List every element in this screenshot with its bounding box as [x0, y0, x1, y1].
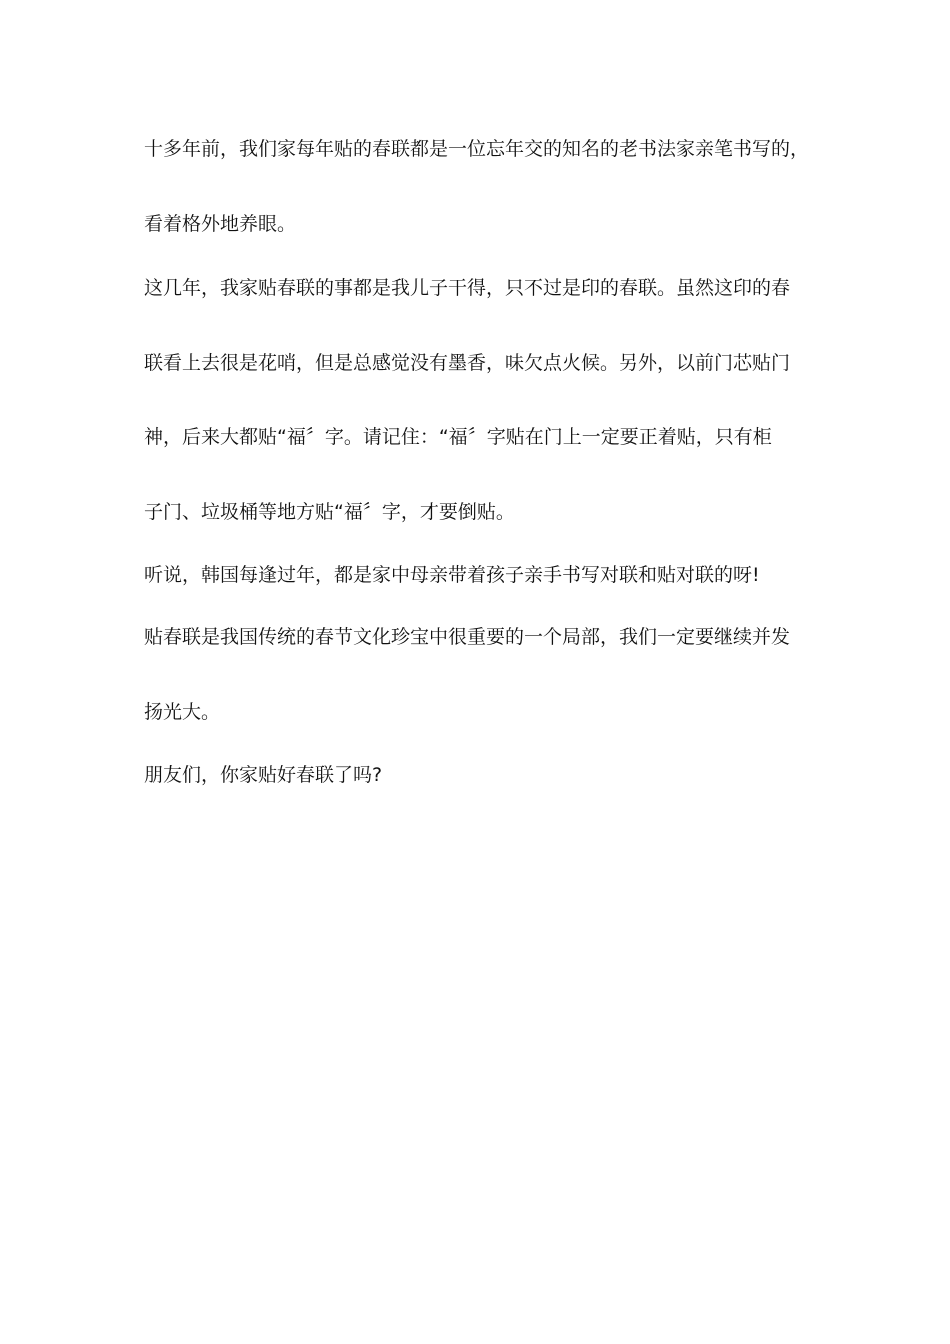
paragraph-5-line-1: 朋友们，你家贴好春联了吗? [144, 764, 383, 786]
paragraph-4-line-1: 贴春联是我国传统的春节文化珍宝中很重要的一个局部，我们一定要继续并发 [144, 626, 791, 648]
paragraph-2-line-4: 子门、垃圾桶等地方贴“福〞字，才要倒贴。 [144, 501, 515, 523]
paragraph-2-line-1: 这几年，我家贴春联的事都是我儿子干得，只不过是印的春联。虽然这印的春 [144, 277, 791, 299]
paragraph-4-line-2: 扬光大。 [144, 701, 221, 723]
paragraph-1-line-2: 看着格外地养眼。 [144, 213, 297, 235]
paragraph-2-line-2: 联看上去很是花哨，但是总感觉没有墨香，味欠点火候。另外，以前门芯贴门 [144, 352, 791, 374]
paragraph-2-line-3: 神，后来大都贴“福〞字。请记住：“福〞字贴在门上一定要正着贴，只有柜 [144, 426, 772, 448]
paragraph-1-line-1: 十多年前，我们家每年贴的春联都是一位忘年交的知名的老书法家亲笔书写的， [144, 138, 810, 160]
paragraph-3-line-1: 听说，韩国每逢过年，都是家中母亲带着孩子亲手书写对联和贴对联的呀! [144, 564, 760, 586]
